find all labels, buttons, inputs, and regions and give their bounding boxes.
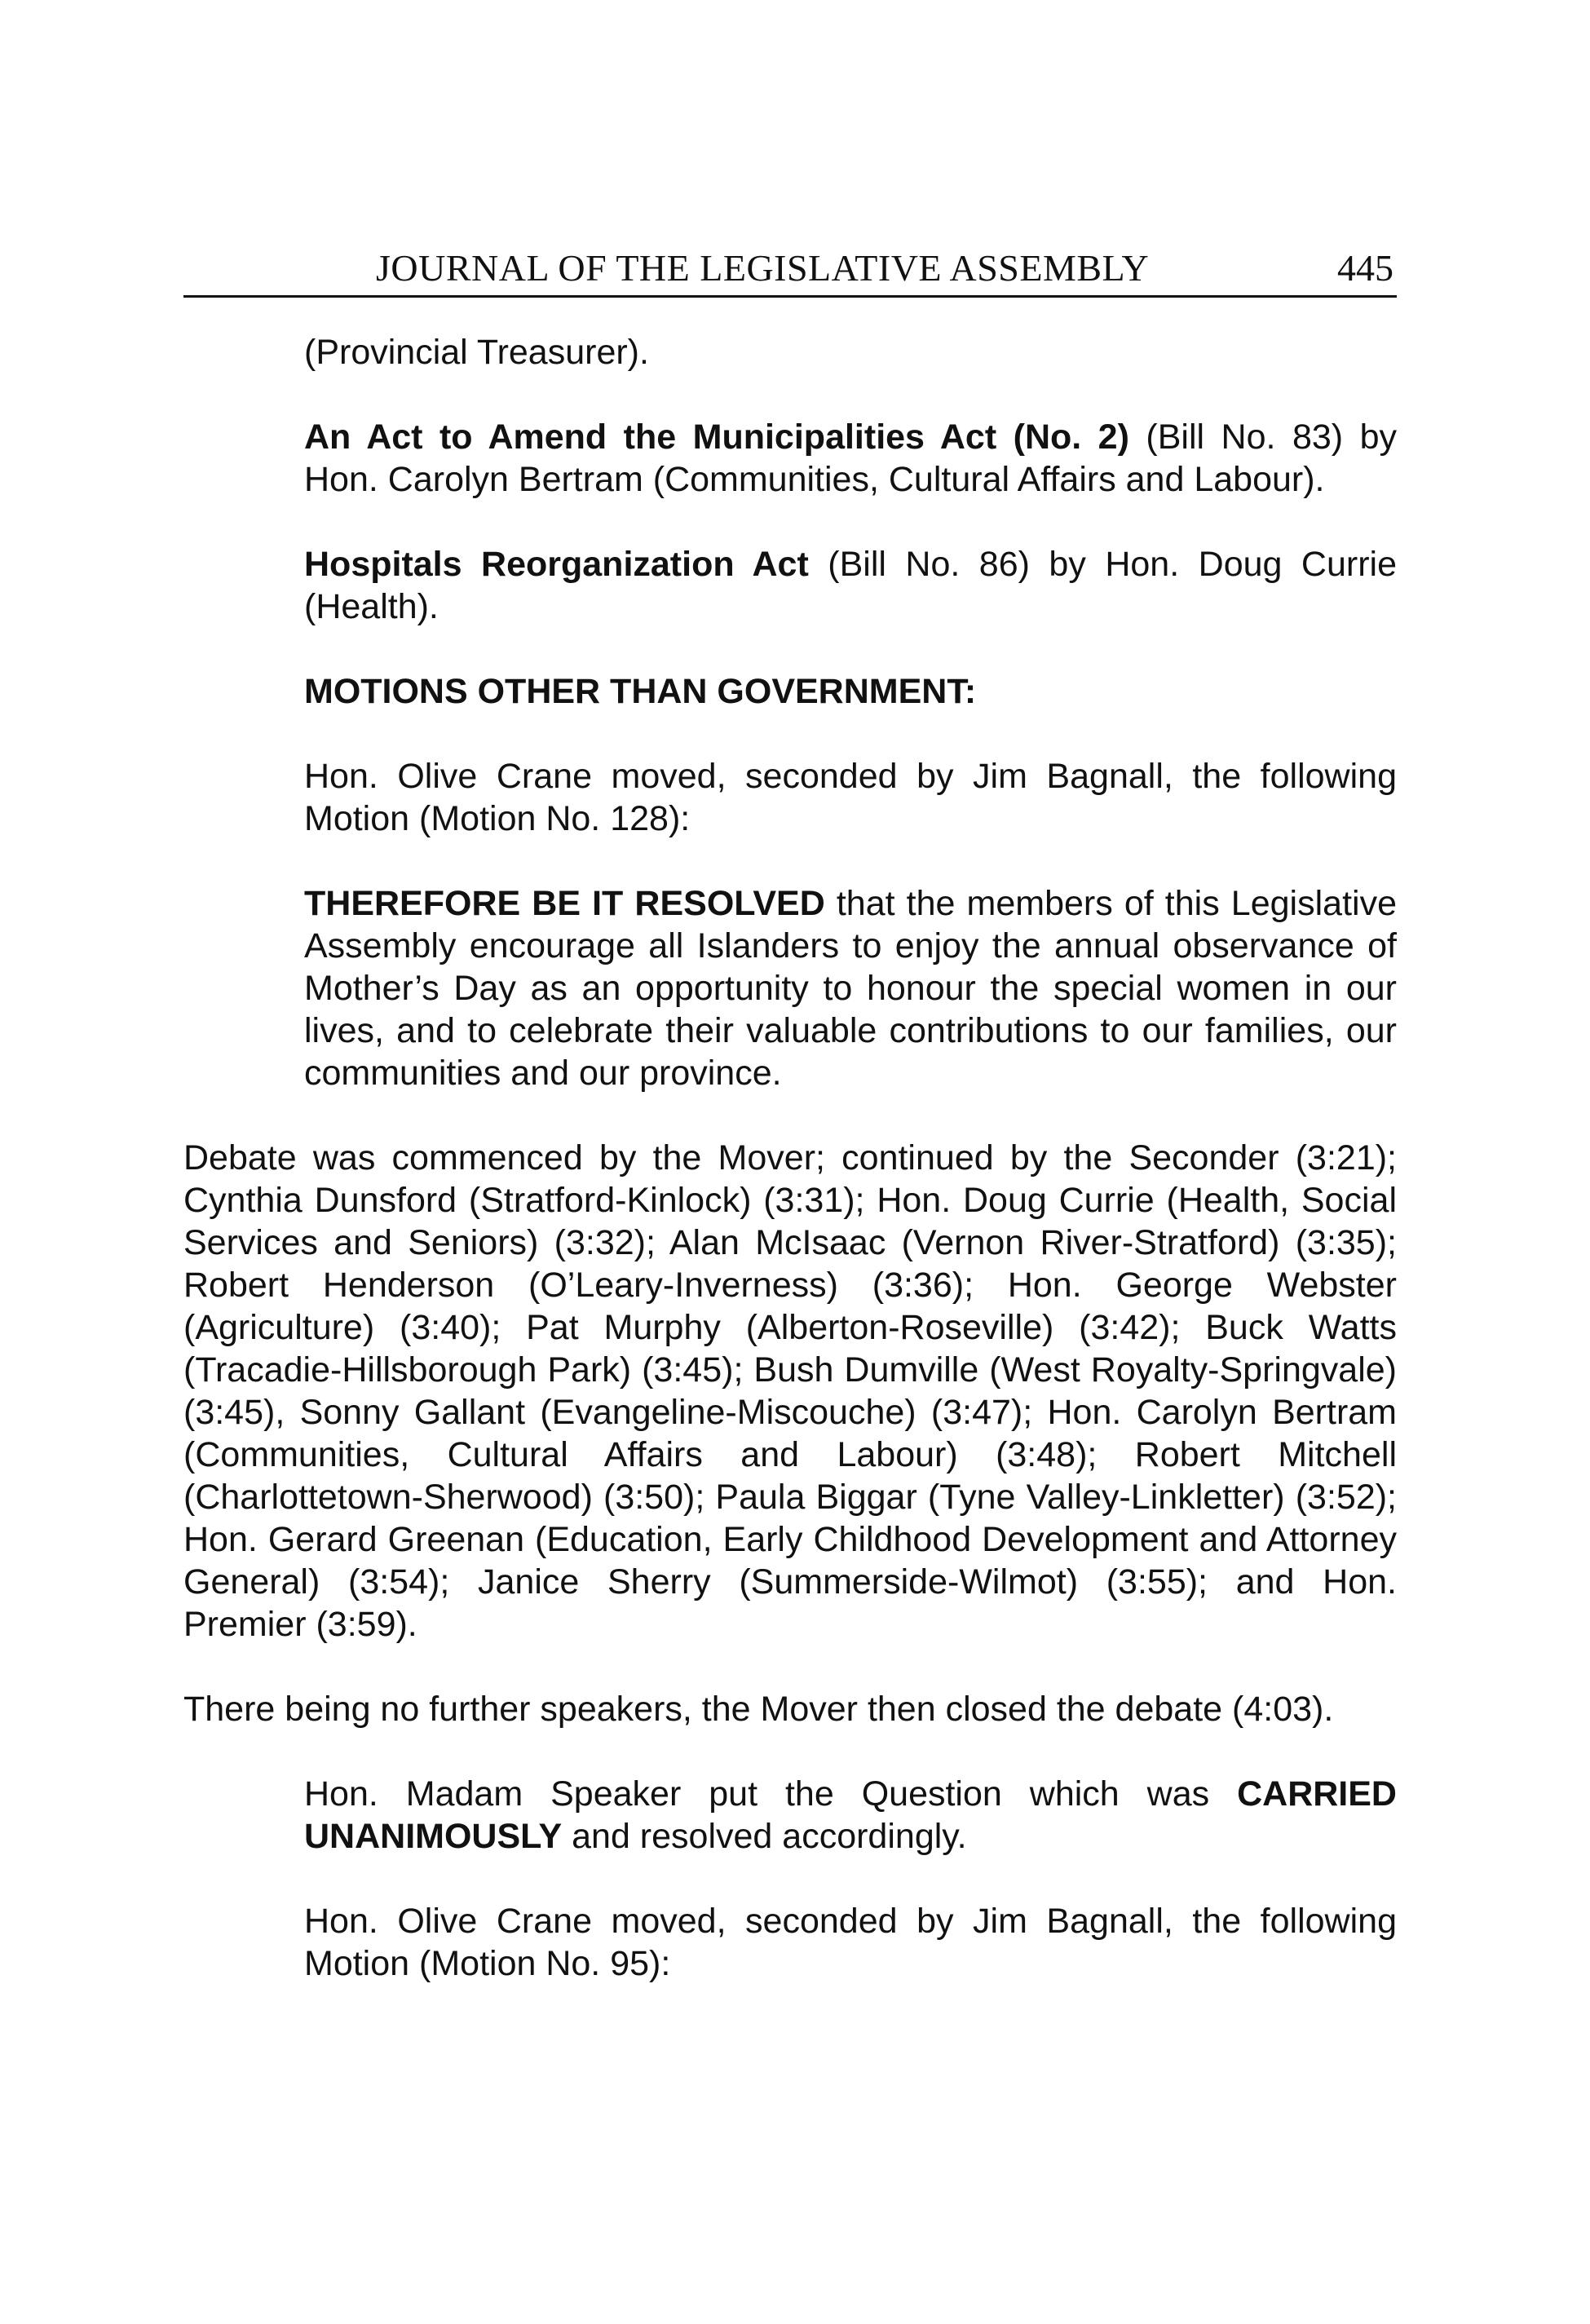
page-number: 445 [1337, 247, 1393, 289]
bill-title-municipalities: An Act to Amend the Municipalities Act (No. 2) [304, 418, 1129, 457]
journal-title: JOURNAL OF THE LEGISLATIVE ASSEMBLY [376, 247, 1150, 289]
paragraph-closed-debate: There being no further speakers, the Mover then closed the debate (4:03). [183, 1690, 1334, 1729]
page-header [183, 243, 1397, 298]
bill-title-hospitals: Hospitals Reorganization Act [304, 545, 809, 584]
carried-unanimously: CARRIED UNANIMOUSLY [304, 1774, 1397, 1856]
paragraph-hospitals-bill: Hospitals Reorganization Act (Bill No. 86) by Hon. Doug Currie (Health). [304, 545, 1398, 626]
paragraph-provincial-treasurer: (Provincial Treasurer). [304, 333, 649, 372]
paragraph-municipalities-bill: An Act to Amend the Municipalities Act (No. 2) (Bill No. 83) by Hon. Carolyn Bertram (Communities, Cultural Affairs and Labour). [304, 418, 1397, 499]
paragraph-debate: Debate was commenced by the Mover; continued by the Seconder (3:21); Cynthia Dunsford (Stratford-Kinlock) (3:31); Hon. Doug Currie (Health, Social Services and Seniors) (3:32); Alan McIsaac (Vernon River-Stratford) (3:35); Robert Henderson (O’Leary-Inverness) (3:36); Hon. George Webster (Agriculture) (3:40); Pat Murphy (Alberton-Roseville) (3:42); Buck Watts (Tracadie-Hillsborough Park) (3:45); Bush Dumville (West Royalty-Springvale) (3:45), Sonny Gallant (Evangeline-Miscouche) (3:47); Hon. Carolyn Bertram (Communities, Cultural Affairs and Labour) (3:48); Robert Mitchell (Charlottetown-Sherwood) (3:50); Paula Biggar (Tyne Valley-Linkletter) (3:52); Hon. Gerard Greenan (Education, Early Childhood Development and Attorney General) (3:54); Janice Sherry (Summerside-Wilmot) (3:55); and Hon. Premier (3:59). [183, 1138, 1397, 1644]
paragraph-motion-95: Hon. Olive Crane moved, seconded by Jim Bagnall, the following Motion (Motion No. 95): [304, 1902, 1397, 1983]
page-body [183, 331, 1397, 2027]
resolved-label: THEREFORE BE IT RESOLVED [304, 884, 825, 923]
paragraph-resolution: THEREFORE BE IT RESOLVED that the members of this Legislative Assembly encourage all Islanders to enjoy the annual observance of Mother’s Day as an opportunity to honour the special women in our lives, and to celebrate their valuable contributions to our families, our communities and our province. [304, 884, 1397, 1093]
paragraph-question-carried: Hon. Madam Speaker put the Question which was CARRIED UNANIMOUSLY and resolved accordingly. [304, 1774, 1397, 1856]
paragraph-motion-128: Hon. Olive Crane moved, seconded by Jim Bagnall, the following Motion (Motion No. 128): [304, 757, 1397, 838]
section-heading: MOTIONS OTHER THAN GOVERNMENT: [304, 672, 977, 711]
